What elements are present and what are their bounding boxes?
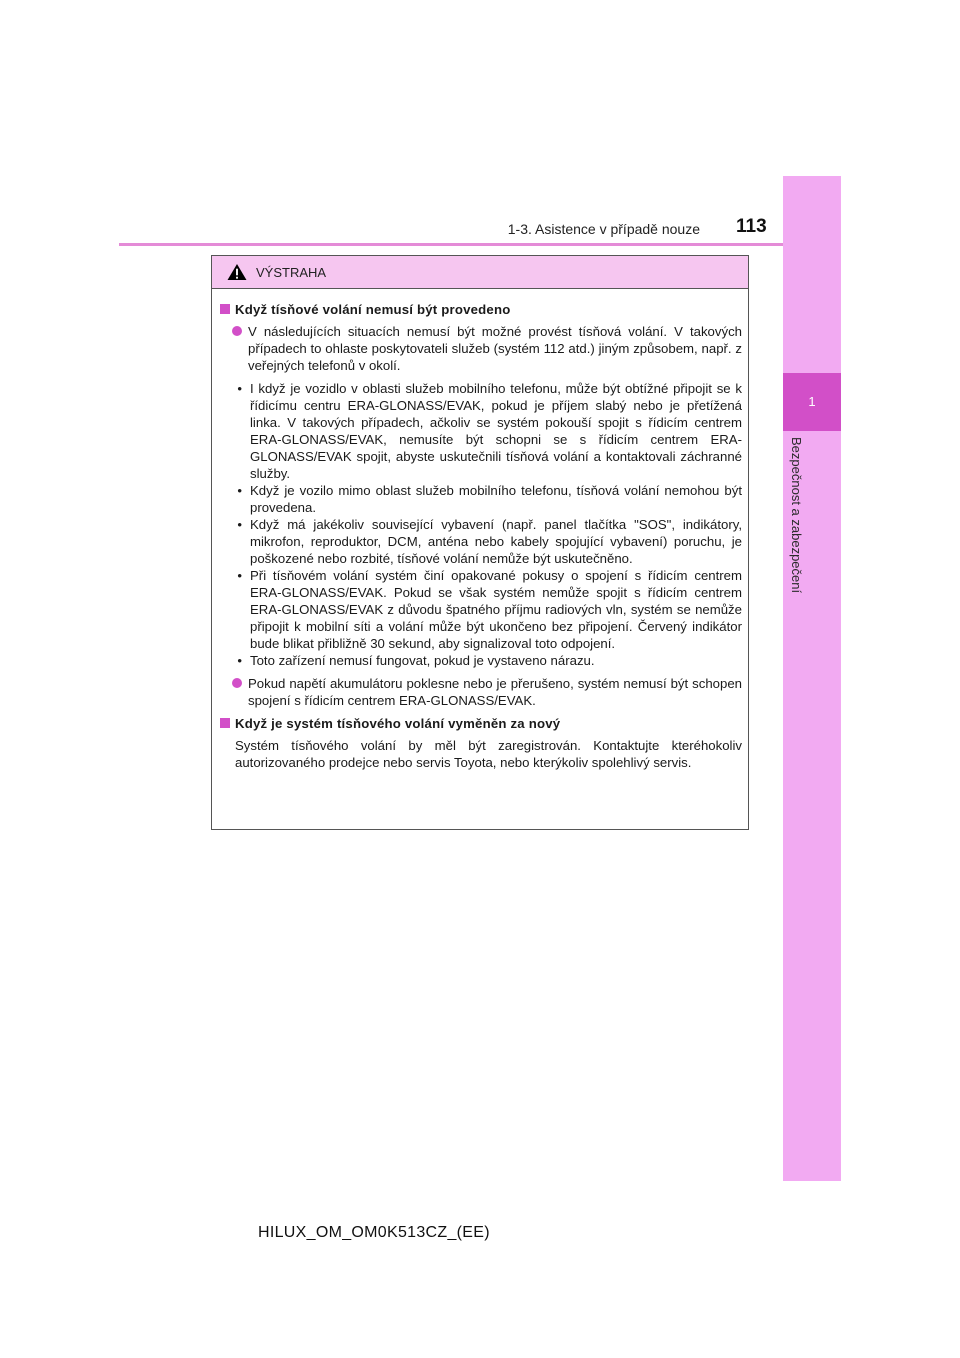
sub-bullet-text: Toto zařízení nemusí fungovat, pokud je vystaveno nárazu. xyxy=(250,653,595,668)
dot-marker-icon: • xyxy=(237,483,242,498)
section-heading xyxy=(220,715,742,732)
sub-bullet-text: Když je vozilo mimo oblast služeb mobilního telefonu, tísňová volání nemohou být provedena. xyxy=(250,483,742,515)
dot-marker-icon: • xyxy=(237,381,242,396)
warning-body xyxy=(212,289,748,771)
sub-bullet-item xyxy=(220,516,742,567)
section-text: Systém tísňového volání by měl být zaregistrován. Kontaktujte kteréhokoliv autorizovaného prodejce nebo servis Toyota, nebo kterýkoliv spolehlivý servis. xyxy=(235,738,742,770)
chapter-title: 1-3. Asistence v případě nouze xyxy=(507,221,700,237)
sub-bullet-list xyxy=(220,380,742,669)
list-item-text: Pokud napětí akumulátoru poklesne nebo je přerušeno, systém nemusí být schopen spojení s řídicím centrem ERA-GLONASS/EVAK. xyxy=(248,676,742,708)
warning-header xyxy=(212,256,748,289)
warning-title: VÝSTRAHA xyxy=(256,264,327,280)
circle-bullet-icon xyxy=(232,678,242,688)
sub-bullet-text: I když je vozidlo v oblasti služeb mobilního telefonu, může být obtížné připojit se k řídicímu centru ERA-GLONASS/EVAK, pokud je příjem slabý nebo je přetížená linka. V takových případech, ačkoliv se systém pokouší spojit s řídicím centrem ERA-GLONASS/EVAK, nemusíte být schopni se s řídicím centrem ERA-GLONASS/EVAK spojit, abyste uskutečnili tísňová volání a kontaktovali záchranné služby. xyxy=(250,381,742,481)
circle-bullet-icon xyxy=(232,326,242,336)
warning-box xyxy=(211,255,749,830)
sub-bullet-item xyxy=(220,652,742,669)
warning-triangle-icon xyxy=(226,263,248,281)
side-tab-number: 1 xyxy=(783,373,841,431)
document-code: HILUX_OM_OM0K513CZ_(EE) xyxy=(258,1224,490,1241)
dot-marker-icon: • xyxy=(237,517,242,532)
list-item xyxy=(220,675,742,709)
section-heading xyxy=(220,301,742,318)
side-tab xyxy=(783,176,841,1181)
list-item-text: V následujících situacích nemusí být možné provést tísňová volání. V takových případech to ohlaste poskytovateli služeb (systém 112 atd.) jiným způsobem, např. z veřejných telefonů v okolí. xyxy=(248,324,742,373)
sub-bullet-text: Při tísňovém volání systém činí opakované pokusy o spojení s řídicím centrem ERA-GLONASS/EVAK. Pokud se však systém nemůže spojit s řídicím centrem ERA-GLONASS/EVAK z důvodu špatného příjmu radiových vln, systém se nemůže připojit k mobilní síti a volání může být ukončeno bez připojení. Červený indikátor bude blikat přibližně 30 sekund, aby signalizoval toto odpojení. xyxy=(250,568,742,651)
dot-marker-icon: • xyxy=(237,653,242,668)
section-heading-text: Když je systém tísňového volání vyměněn za nový xyxy=(235,716,561,731)
section-heading-text: Když tísňové volání nemusí být provedeno xyxy=(235,302,511,317)
header-divider xyxy=(119,243,783,246)
page-number: 113 xyxy=(736,216,767,237)
sub-bullet-item xyxy=(220,380,742,482)
sub-bullet-item xyxy=(220,567,742,652)
sub-bullet-item xyxy=(220,482,742,516)
list-item xyxy=(220,323,742,374)
square-bullet-icon xyxy=(220,304,230,314)
sub-bullet-text: Když má jakékoliv související vybavení (např. panel tlačítka "SOS", indikátory, mikrofon, reproduktor, DCM, anténa nebo kabely spojující vybavení) poruchu, je poškozené nebo rozbité, tísňové volání nemůže být uskutečněno. xyxy=(250,517,742,566)
square-bullet-icon xyxy=(220,718,230,728)
side-tab-label: Bezpečnost a zabezpečení xyxy=(789,437,804,594)
dot-marker-icon: • xyxy=(237,568,242,583)
